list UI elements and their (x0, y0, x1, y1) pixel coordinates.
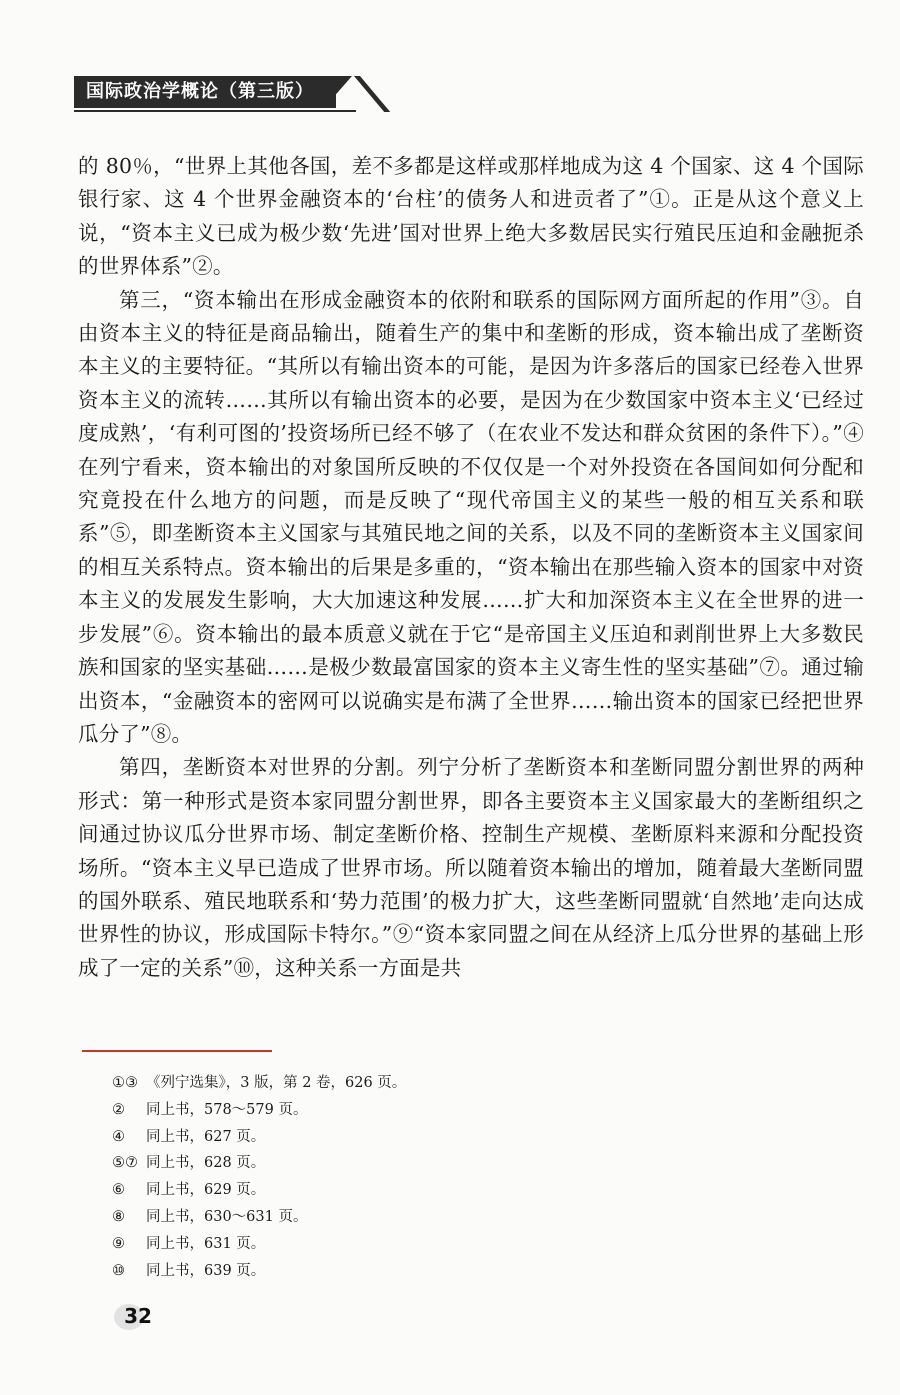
paragraph: 第三，“资本输出在形成金融资本的依附和联系的国际网方面所起的作用”③。自由资本主义的特征是商品输出，随着生产的集中和垄断的形成，资本输出成了垄断资本主义的主要特征。“其所以有输出资本的可能，是因为许多落后的国家已经卷入世界资本主义的流转……其所以有输出资本的必要，是因为在少数国家中资本主义‘已经过度成熟’，‘有利可图的’投资场所已经不够了（在农业不发达和群众贫困的条件下）。”④ 在列宁看来，资本输出的对象国所反映的不仅仅是一个对外投资在各国间如何分配和究竟投在什么地方的问题，而是反映了“现代帝国主义的某些一般的相互关系和联系”⑤，即垄断资本主义国家与其殖民地之间的关系，以及不同的垄断资本主义国家间的相互关系特点。资本输出的后果是多重的，“资本输出在那些输入资本的国家中对资本主义的发展发生影响，大大加速这种发展……扩大和加深资本主义在全世界的进一步发展”⑥。资本输出的最本质意义就在于它“是帝国主义压迫和剥削世界上大多数民族和国家的坚实基础……是极少数最富国家的资本主义寄生性的坚实基础”⑦。通过输出资本，“金融资本的密网可以说确实是布满了全世界……输出资本的国家已经把世界瓜分了”⑧。 (78, 287, 864, 746)
footnote-text: 同上书，631 页。 (146, 1235, 266, 1252)
paragraph-continued: 的 80％，“世界上其他各国，差不多都是这样或那样地成为这 4 个国家、这 4 个国际银行家、这 4 个世界金融资本的‘台柱’的债务人和进贡者了”①。正是从这个意义上说，“资本主义已成为极少数‘先进’国对世界上绝大多数居民实行殖民压迫和金融扼杀的世界体系”②。 (78, 154, 864, 279)
header-decoration-stripe (354, 76, 390, 112)
footnote-text: 同上书，639 页。 (146, 1262, 266, 1279)
footnote-text: 《列宁选集》，3 版，第 2 卷，626 页。 (146, 1075, 407, 1091)
footnote-mark: ② (112, 1101, 125, 1118)
footnote (112, 1204, 712, 1231)
footnote-mark: ①③ (112, 1075, 138, 1091)
footnote (112, 1177, 712, 1204)
footnote (112, 1258, 712, 1285)
footnote-text: 同上书，629 页。 (146, 1182, 266, 1199)
body-text (78, 150, 864, 985)
header-title: 国际政治学概论（第三版） (74, 76, 336, 108)
footnote-mark: ⑩ (112, 1262, 125, 1279)
header-underline (74, 110, 356, 112)
footnote-mark: ④ (112, 1128, 125, 1145)
footnote-text: 同上书，627 页。 (146, 1128, 266, 1145)
header-decoration (324, 76, 352, 108)
footnote-text: 同上书，578～579 页。 (146, 1101, 308, 1118)
paragraph: 第四，垄断资本对世界的分割。列宁分析了垄断资本和垄断同盟分割世界的两种形式：第一种形式是资本家同盟分割世界，即各主要资本主义国家最大的垄断组织之间通过协议瓜分世界市场、制定垄断价格、控制生产规模、垄断原料来源和分配投资场所。“资本主义早已造成了世界市场。所以随着资本输出的增加，随着最大垄断同盟的国外联系、殖民地联系和‘势力范围’的极力扩大，这些垄断同盟就‘自然地’走向达成世界性的协议，形成国际卡特尔。”⑨“资本家同盟之间在从经济上瓜分世界的基础上形成了一定的关系”⑩，这种关系一方面是共 (78, 755, 864, 980)
footnote (112, 1070, 712, 1097)
running-header (74, 76, 374, 112)
footnote-mark: ⑨ (112, 1235, 125, 1252)
footnote-separator (82, 1050, 272, 1052)
footnote-mark: ⑧ (112, 1208, 125, 1225)
footnote-text: 同上书，628 页。 (146, 1155, 266, 1172)
footnote (112, 1231, 712, 1258)
footnote-text: 同上书，630～631 页。 (146, 1208, 308, 1225)
footnote-mark: ⑤⑦ (112, 1155, 138, 1172)
page-number: 32 (120, 1302, 156, 1330)
footnote (112, 1150, 712, 1177)
footnote-mark: ⑥ (112, 1182, 125, 1199)
footnotes (112, 1070, 712, 1284)
footnote (112, 1124, 712, 1151)
footnote (112, 1097, 712, 1124)
